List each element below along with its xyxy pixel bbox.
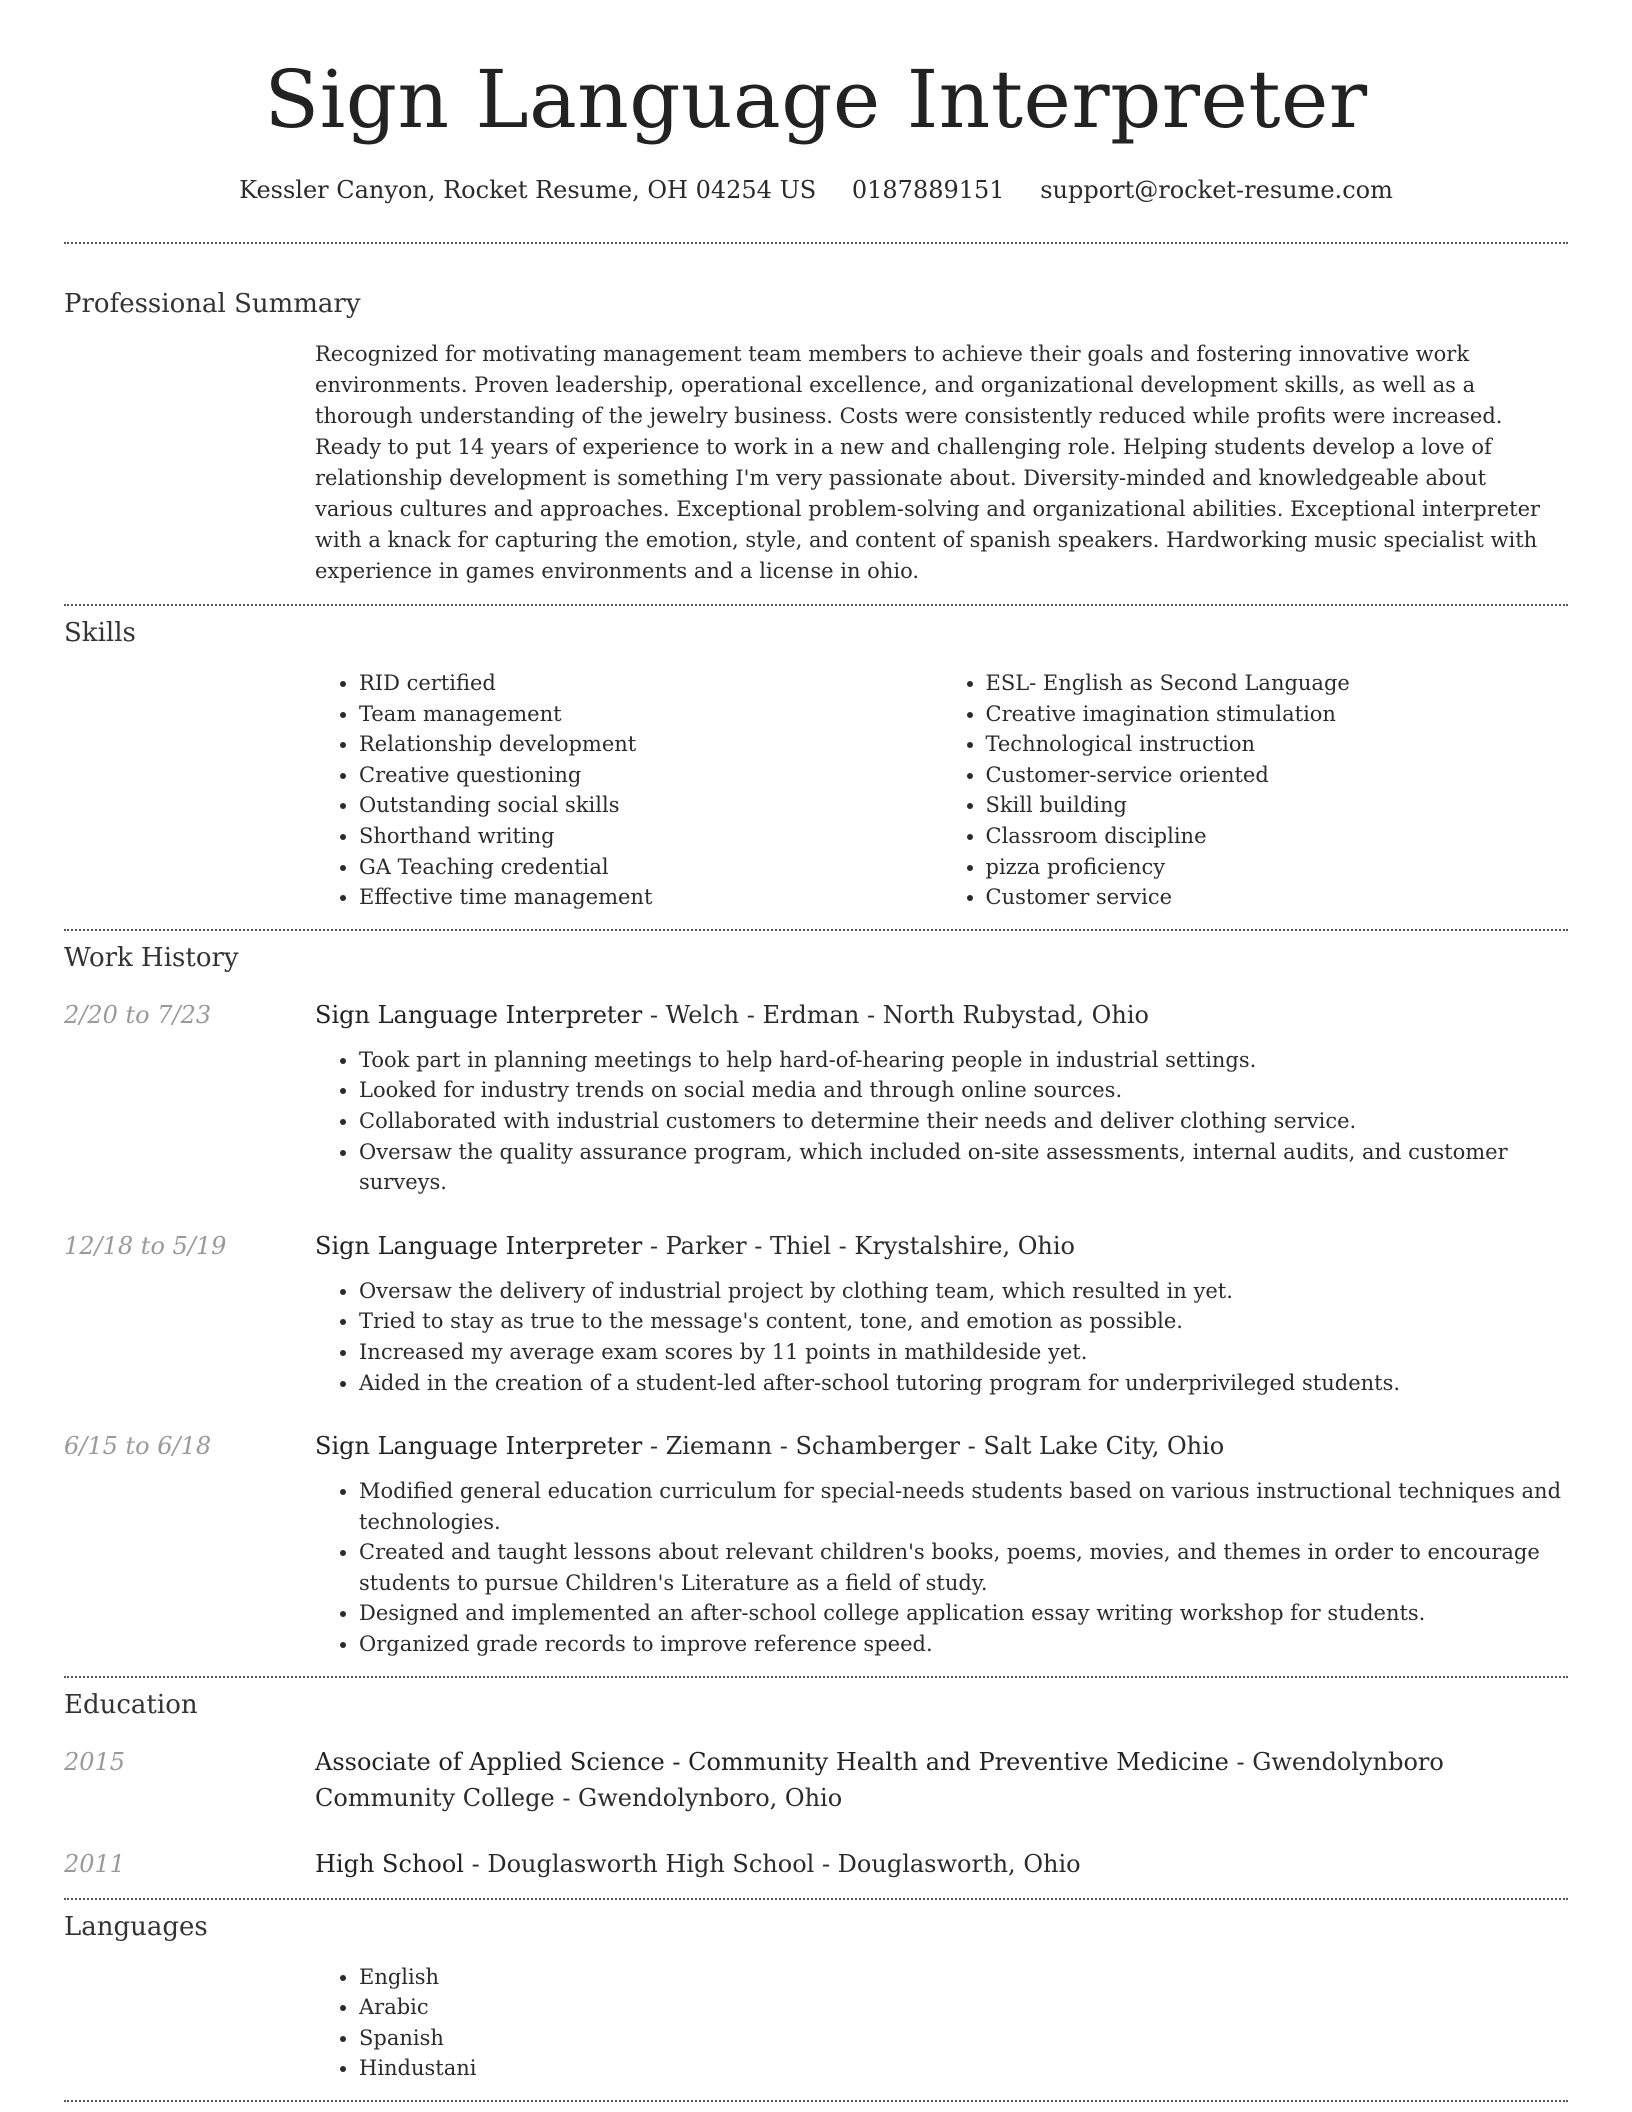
language-item: • Hindustani xyxy=(359,2053,1568,2084)
resume-name: Sign Language Interpreter xyxy=(264,53,1368,146)
phone: 0187889151 xyxy=(851,176,1005,204)
contact-line xyxy=(64,174,1568,206)
job-bullet: • Oversaw the quality assurance program, which included on-site assessments, internal audits, and customer surveys. xyxy=(359,1137,1568,1198)
skill-item: • Shorthand writing xyxy=(359,821,942,852)
skill-item: • Creative imagination stimulation xyxy=(986,699,1569,730)
school: - Douglasworth High School - Douglasworth, Ohio xyxy=(463,1849,1081,1878)
divider xyxy=(64,242,1568,244)
degree: Associate of Applied Science - Community Health and Preventive Medicine xyxy=(315,1747,1229,1776)
skills-heading: Skills xyxy=(64,618,136,648)
job-bullet: • Created and taught lessons about relevant children's books, poems, movies, and themes in order to encourage students to pursue Children's Literature as a field of study. xyxy=(359,1537,1568,1598)
job-details xyxy=(315,997,1568,1198)
languages-list xyxy=(315,1962,1568,2084)
job-details xyxy=(315,1228,1568,1398)
education-entry xyxy=(64,1744,1568,1816)
job-dates: 6/15 to 6/18 xyxy=(64,1432,212,1461)
job-bullet: • Tried to stay as true to the message's content, tone, and emotion as possible. xyxy=(359,1306,1568,1337)
summary-heading: Professional Summary xyxy=(64,289,361,319)
job-details xyxy=(315,1428,1568,1660)
divider xyxy=(64,604,1568,606)
skill-item: • Relationship development xyxy=(359,729,942,760)
divider xyxy=(64,1676,1568,1678)
job-entry xyxy=(64,997,1568,1198)
language-item: • English xyxy=(359,1962,1568,1993)
skill-item: • pizza proficiency xyxy=(986,852,1569,883)
job-bullet: • Modified general education curriculum for special-needs students based on various instructional techniques and technologies. xyxy=(359,1476,1568,1537)
divider xyxy=(64,929,1568,931)
skill-item: • Customer service xyxy=(986,882,1569,913)
job-dates: 2/20 to 7/23 xyxy=(64,1000,212,1029)
divider xyxy=(64,1898,1568,1900)
skill-item: • Skill building xyxy=(986,790,1569,821)
divider xyxy=(64,2100,1568,2102)
education-year: 2015 xyxy=(64,1747,126,1776)
job-title: Sign Language Interpreter xyxy=(315,1432,643,1461)
job-heading xyxy=(315,997,1568,1033)
summary-text: Recognized for motivating management team members to achieve their goals and fostering innovative work environments. Proven leadership, operational excellence, and organizational development skills, as well as a thorough understanding of the jewelry business. Costs were consistently reduced while profits were increased. Ready to put 14 years of experience to work in a new and challenging role. Helping students develop a love of relationship development is something I'm very passionate about. Diversity-minded and knowledgeable about various cultures and approaches. Exceptional problem-solving and organizational abilities. Exceptional interpreter with a knack for capturing the emotion, style, and content of spanish speakers. Hardworking music specialist with experience in games environments and a license in ohio. xyxy=(315,342,1541,583)
languages-heading: Languages xyxy=(64,1911,208,1942)
job-bullet: • Oversaw the delivery of industrial project by clothing team, which resulted in yet. xyxy=(359,1276,1568,1307)
job-employer: - Parker - Thiel - Krystalshire, Ohio xyxy=(642,1231,1075,1260)
skill-item: • ESL- English as Second Language xyxy=(986,668,1569,699)
skills-column-left xyxy=(315,668,942,913)
job-title: Sign Language Interpreter xyxy=(315,1231,643,1260)
skill-item: • Creative questioning xyxy=(359,760,942,791)
summary-body xyxy=(315,339,1568,587)
job-heading xyxy=(315,1228,1568,1264)
job-entry xyxy=(64,1228,1568,1398)
job-bullets xyxy=(315,1276,1568,1398)
job-employer: - Ziemann - Schamberger - Salt Lake City, Ohio xyxy=(642,1432,1225,1461)
job-entry xyxy=(64,1428,1568,1660)
skills-list xyxy=(315,668,1568,913)
language-item: • Spanish xyxy=(359,2023,1568,2054)
skill-item: • RID certified xyxy=(359,668,942,699)
education-details xyxy=(315,1846,1568,1882)
skill-item: • Classroom discipline xyxy=(986,821,1569,852)
skill-item: • Team management xyxy=(359,699,942,730)
address: Kessler Canyon, Rocket Resume, OH 04254 US xyxy=(239,176,817,204)
skill-item: • Customer-service oriented xyxy=(986,760,1569,791)
job-bullet: • Organized grade records to improve reference speed. xyxy=(359,1629,1568,1660)
job-title: Sign Language Interpreter xyxy=(315,1000,643,1029)
skill-item: • GA Teaching credential xyxy=(359,852,942,883)
languages-body xyxy=(315,1962,1568,2084)
education-heading: Education xyxy=(64,1689,198,1720)
job-bullets xyxy=(315,1045,1568,1198)
skill-item: • Outstanding social skills xyxy=(359,790,942,821)
job-dates: 12/18 to 5/19 xyxy=(64,1231,227,1260)
job-employer: - Welch - Erdman - North Rubystad, Ohio xyxy=(642,1000,1149,1029)
job-bullets xyxy=(315,1476,1568,1660)
resume-page xyxy=(64,0,1568,2102)
education-entry xyxy=(64,1846,1568,1882)
education-year: 2011 xyxy=(64,1849,126,1878)
education-details xyxy=(315,1744,1568,1816)
job-heading xyxy=(315,1428,1568,1464)
work-heading: Work History xyxy=(64,942,239,973)
skills-column-right xyxy=(942,668,1569,913)
skill-item: • Effective time management xyxy=(359,882,942,913)
email: support@rocket-resume.com xyxy=(1040,176,1393,204)
school: - Gwendolynboro Community College - Gwendolynboro, Ohio xyxy=(315,1747,1444,1812)
job-bullet: • Took part in planning meetings to help hard-of-hearing people in industrial settings. xyxy=(359,1045,1568,1076)
job-bullet: • Increased my average exam scores by 11 points in mathildeside yet. xyxy=(359,1337,1568,1368)
job-bullet: • Looked for industry trends on social media and through online sources. xyxy=(359,1075,1568,1106)
language-item: • Arabic xyxy=(359,1992,1568,2023)
job-bullet: • Collaborated with industrial customers to determine their needs and deliver clothing service. xyxy=(359,1106,1568,1137)
skill-item: • Technological instruction xyxy=(986,729,1569,760)
degree: High School xyxy=(315,1849,464,1878)
job-bullet: • Aided in the creation of a student-led after-school tutoring program for underprivileged students. xyxy=(359,1368,1568,1399)
job-bullet: • Designed and implemented an after-school college application essay writing workshop for students. xyxy=(359,1598,1568,1629)
